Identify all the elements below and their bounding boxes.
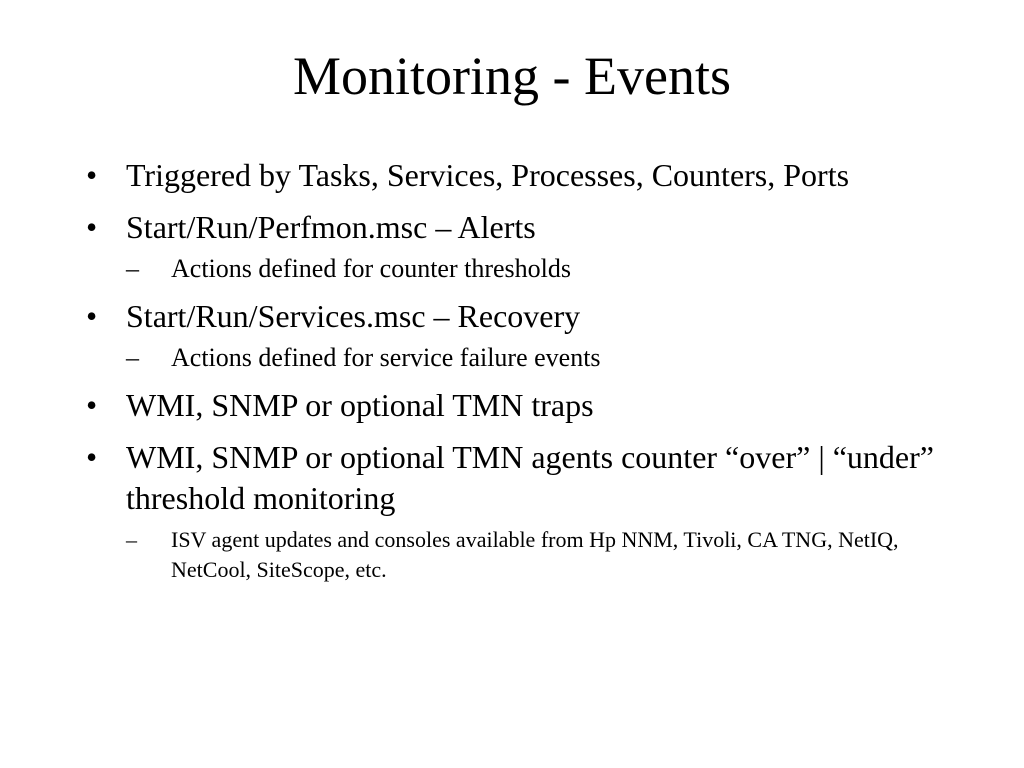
bullet-marker: •: [86, 387, 98, 423]
sub-bullet-text: Actions defined for service failure events: [171, 343, 601, 372]
sub-bullet-marker: –: [126, 527, 137, 552]
bullet-text: WMI, SNMP or optional TMN traps: [126, 387, 594, 423]
bullet-marker: •: [86, 157, 98, 193]
slide-title: Monitoring - Events: [293, 46, 731, 106]
bullet-item-agents: [86, 437, 966, 519]
sub-bullet-text: ISV agent updates and consoles available from Hp NNM, Tivoli, CA TNG, NetIQ, NetCool, SiteScope, etc.: [171, 527, 899, 582]
sub-bullet-marker: –: [126, 343, 139, 372]
bullet-list: [86, 155, 966, 585]
sub-bullet-marker: –: [126, 254, 139, 283]
bullet-marker: •: [86, 298, 98, 334]
bullet-text: Start/Run/Perfmon.msc – Alerts: [126, 209, 536, 245]
bullet-item-triggered-by: [86, 155, 966, 196]
bullet-item-perfmon: [86, 207, 966, 248]
bullet-text: Start/Run/Services.msc – Recovery: [126, 298, 581, 334]
bullet-item-traps: [86, 385, 966, 426]
sub-bullet-item-isv-agents: [126, 525, 966, 585]
sub-bullet-item-service-failure: [126, 342, 966, 374]
sub-bullet-item-counter-thresholds: [126, 253, 966, 285]
sub-bullet-text: Actions defined for counter thresholds: [171, 254, 572, 283]
bullet-marker: •: [86, 209, 98, 245]
bullet-text: Triggered by Tasks, Services, Processes, Counters, Ports: [126, 157, 850, 193]
bullet-text: WMI, SNMP or optional TMN agents counter “over” | “under” threshold monitoring: [126, 439, 934, 516]
bullet-item-services: [86, 296, 966, 337]
bullet-marker: •: [86, 439, 98, 475]
